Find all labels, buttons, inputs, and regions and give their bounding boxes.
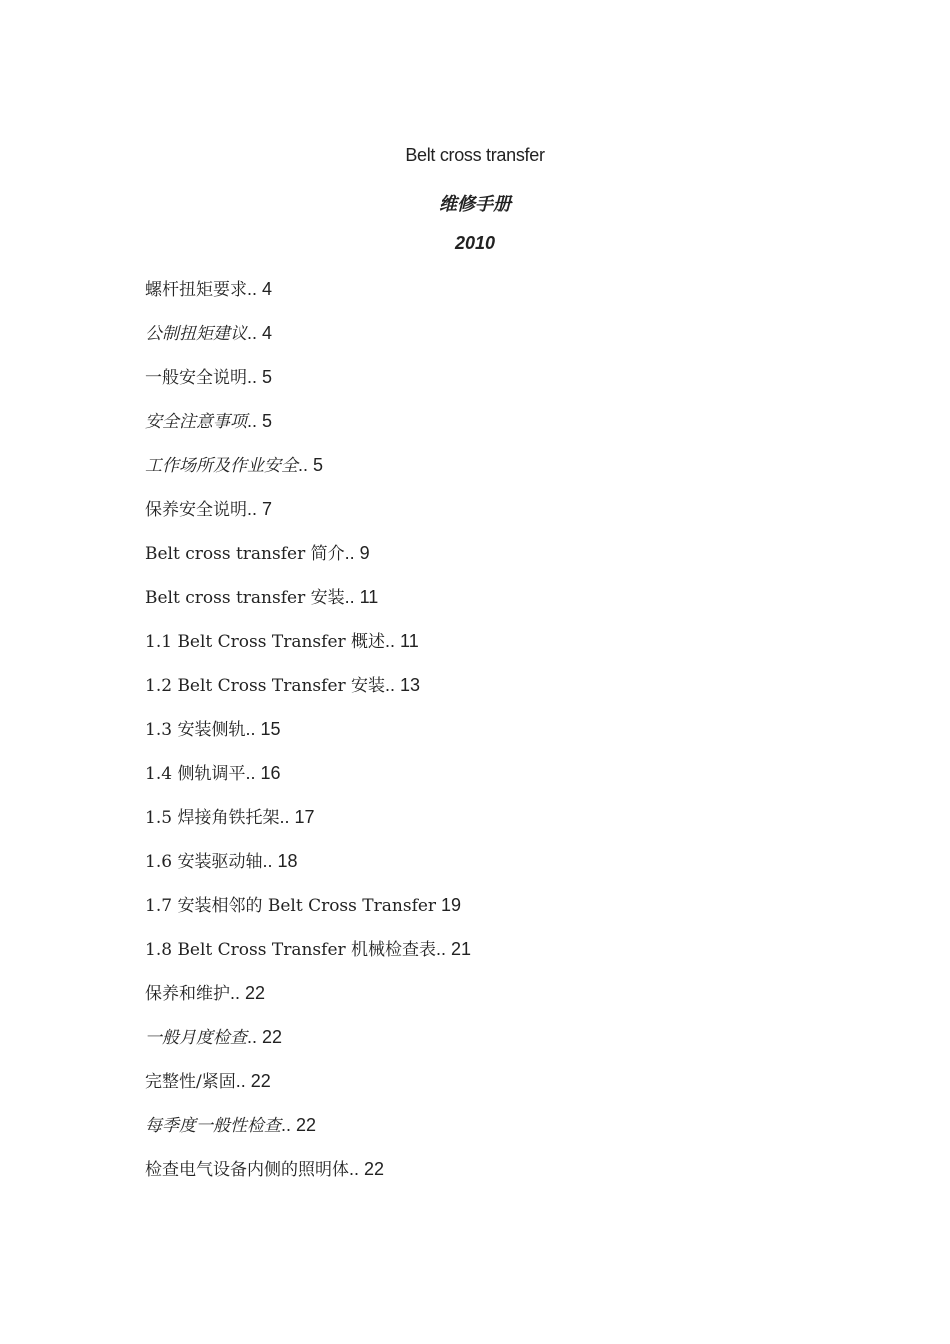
toc-entry[interactable] <box>145 673 845 717</box>
toc-entry-label: Belt cross transfer 简介 <box>145 544 345 564</box>
toc-entry[interactable] <box>145 629 845 673</box>
toc-entry[interactable] <box>145 541 845 585</box>
toc-entry-label: 1.7 安装相邻的 Belt Cross Transfer <box>145 896 437 916</box>
toc-entry[interactable] <box>145 1025 845 1069</box>
toc-entry-page-number: .. 15 <box>245 719 281 739</box>
toc-entry-label: 1.1 Belt Cross Transfer 概述 <box>145 632 386 652</box>
toc-entry-page-number: .. 22 <box>247 1027 283 1047</box>
toc-entry-label: 公制扭矩建议 <box>145 324 247 344</box>
toc-entry-page-number: .. 7 <box>247 499 273 519</box>
document-subtitle: 维修手册 <box>439 194 511 214</box>
toc-entry-label: 1.6 安装驱动轴 <box>145 852 263 872</box>
toc-entry[interactable] <box>145 365 845 409</box>
toc-entry-label: 安全注意事项 <box>145 412 247 432</box>
toc-entry[interactable] <box>145 585 845 629</box>
toc-entry-page-number: .. 5 <box>247 411 273 431</box>
toc-entry-page-number: .. 11 <box>344 587 379 607</box>
toc-entry-label: Belt cross transfer 安装 <box>145 588 345 608</box>
toc-entry-page-number: .. 21 <box>436 939 472 959</box>
toc-entry-label: 每季度一般性检查 <box>145 1116 281 1136</box>
toc-entry-page-number: 19 <box>436 895 462 915</box>
toc-entry-label: 工作场所及作业安全 <box>145 456 298 476</box>
toc-entry-page-number: .. 22 <box>349 1159 385 1179</box>
toc-entry[interactable] <box>145 805 845 849</box>
toc-entry-label: 1.3 安装侧轨 <box>145 720 246 740</box>
toc-entry-page-number: .. 13 <box>385 675 421 695</box>
toc-entry-label: 一般月度检查 <box>145 1028 247 1048</box>
toc-entry[interactable] <box>145 1069 845 1113</box>
toc-entry-page-number: .. 22 <box>235 1071 271 1091</box>
toc-entry-page-number: .. 5 <box>298 455 324 475</box>
toc-entry-page-number: .. 16 <box>245 763 281 783</box>
toc-entry[interactable] <box>145 321 845 365</box>
toc-entry-page-number: .. 22 <box>281 1115 317 1135</box>
document-title: Belt cross transfer <box>405 145 545 165</box>
toc-entry[interactable] <box>145 981 845 1025</box>
toc-entry-page-number: .. 4 <box>247 279 273 299</box>
toc-entry-label: 保养安全说明 <box>145 500 247 520</box>
toc-entry[interactable] <box>145 937 845 981</box>
toc-entry[interactable] <box>145 497 845 541</box>
toc-entry-label: 1.4 侧轨调平 <box>145 764 246 784</box>
toc-entry[interactable] <box>145 453 845 497</box>
toc-entry[interactable] <box>145 277 845 321</box>
toc-entry-label: 检查电气设备内侧的照明体 <box>145 1160 349 1180</box>
toc-entry[interactable] <box>145 409 845 453</box>
toc-entry-page-number: .. 17 <box>279 807 315 827</box>
toc-entry-label: 完整性/紧固 <box>145 1072 236 1092</box>
toc-entry-label: 螺杆扭矩要求 <box>145 280 247 300</box>
toc-entry[interactable] <box>145 893 845 937</box>
document-year: 2010 <box>454 233 496 253</box>
toc-entry[interactable] <box>145 849 845 893</box>
toc-entry-page-number: .. 4 <box>247 323 273 343</box>
toc-entry-label: 保养和维护 <box>145 984 230 1004</box>
toc-entry-page-number: .. 18 <box>262 851 298 871</box>
toc-entry-page-number: .. 11 <box>385 631 419 651</box>
toc-entry-label: 1.5 焊接角铁托架 <box>145 808 280 828</box>
toc-entry[interactable] <box>145 1113 845 1157</box>
toc-entry-page-number: .. 5 <box>247 367 273 387</box>
toc-entry[interactable] <box>145 1157 845 1201</box>
toc-entry-label: 一般安全说明 <box>145 368 247 388</box>
toc-entry[interactable] <box>145 761 845 805</box>
toc-entry-page-number: .. 9 <box>344 543 370 563</box>
toc-entry-label: 1.8 Belt Cross Transfer 机械检查表 <box>145 940 437 960</box>
toc-entry-page-number: .. 22 <box>230 983 266 1003</box>
toc-entry-label: 1.2 Belt Cross Transfer 安装 <box>145 676 386 696</box>
table-of-contents <box>145 277 845 1201</box>
toc-entry[interactable] <box>145 717 845 761</box>
